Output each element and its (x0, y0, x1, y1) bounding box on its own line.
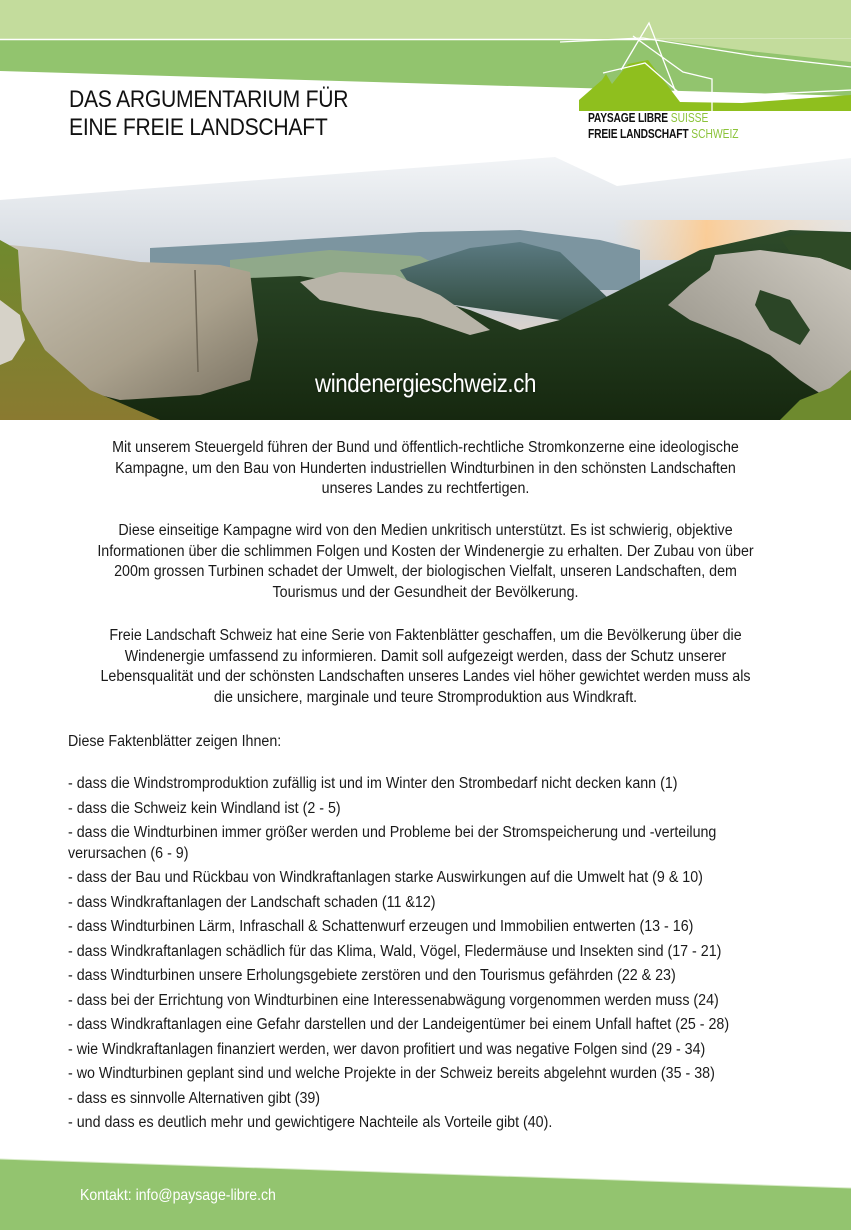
list-item: - wo Windturbinen geplant sind und welche Projekte in der Schweiz bereits abgelehnt wurden (35 - 38) (68, 1065, 715, 1082)
logo-name-fr: PAYSAGE LIBRE (588, 111, 668, 125)
list-intro: Diese Faktenblätter zeigen Ihnen: (68, 733, 282, 750)
logo-country-de: SCHWEIZ (691, 127, 739, 141)
factsheet-list (68, 774, 804, 1138)
list-item: - dass Windkraftanlagen der Landschaft schaden (11 &12) (68, 893, 436, 911)
title-line-1: DAS ARGUMENTARIUM FÜR (69, 86, 349, 113)
website-link[interactable]: windenergieschweiz.ch (315, 368, 536, 398)
list-item: - und dass es deutlich mehr und gewichtigere Nachteile als Vorteile gibt (40). (68, 1114, 553, 1131)
list-item: - dass Windkraftanlagen eine Gefahr darstellen und der Landeigentümer bei einem Unfall haftet (25 - 28) (68, 1016, 730, 1033)
title-line-2: EINE FREIE LANDSCHAFT (69, 114, 328, 141)
contact-email[interactable]: Kontakt: info@paysage-libre.ch (80, 1187, 276, 1204)
list-item: - dass Windkraftanlagen schädlich für das Klima, Wald, Vögel, Fledermäuse und Insekten sind (17 - 21) (68, 942, 722, 960)
paragraph-3: Freie Landschaft Schweiz hat eine Serie von Faktenblätter geschaffen, um die Bevölkerung über die Windenergie umfassend zu informieren. Damit soll aufgezeigt werden, dass der Schutz unserer Lebensqualität und der schönsten Landschaften unseres Landes viel höher gewichtet werden muss als die unsichere, marginale und teure Stromproduktion aus Windkraft. (100, 627, 751, 706)
logo-country-fr: SUISSE (670, 111, 709, 125)
list-item: - dass Windturbinen unsere Erholungsgebiete zerstören und den Tourismus gefährden (22 & 23) (68, 967, 676, 984)
header-banner (0, 0, 851, 430)
list-item: - dass die Schweiz kein Windland ist (2 - 5) (68, 799, 341, 817)
paragraph-2: Diese einseitige Kampagne wird von den Medien unkritisch unterstützt. Es ist schwierig, objektive Informationen über die schlimmen Folgen und Kosten der Windenergie zu erhalten. Der Zubau von über 200m grossen Turbinen schadet der Umwelt, der biologischen Vielfalt, unseren Landschaften, dem Tourismus und der Gesundheit der Bevölkerung. (97, 522, 754, 601)
logo-line-2 (588, 126, 739, 142)
organization-logo (588, 110, 739, 142)
list-item: - dass die Windturbinen immer größer werden und Probleme bei der Stromspeicherung und -verteilung verursachen (6 - 9) (68, 824, 717, 862)
logo-name-de: FREIE LANDSCHAFT (588, 127, 689, 141)
logo-line-1 (588, 110, 739, 126)
list-item: - wie Windkraftanlagen finanziert werden, wer davon profitiert und was negative Folgen sind (29 - 34) (68, 1040, 706, 1058)
page-title (69, 86, 456, 142)
list-item: - dass es sinnvolle Alternativen gibt (39) (68, 1089, 321, 1107)
list-item: - dass bei der Errichtung von Windturbinen eine Interessenabwägung vorgenommen werden muss (24) (68, 991, 719, 1009)
paragraph-1: Mit unserem Steuergeld führen der Bund und öffentlich-rechtliche Stromkonzerne eine ideologische Kampagne, um den Bau von Hunderten industriellen Windturbinen in den schönsten Landschaften unseres Landes zu rechtfertigen. (112, 439, 739, 497)
list-item: - dass der Bau und Rückbau von Windkraftanlagen starke Auswirkungen auf die Umwelt hat (9 & 10) (68, 869, 703, 886)
list-item: - dass die Windstromproduktion zufällig ist und im Winter den Strombedarf nicht decken kann (1) (68, 775, 678, 792)
list-item: - dass Windturbinen Lärm, Infraschall & Schattenwurf erzeugen und Immobilien entwerten (13 - 16) (68, 918, 694, 935)
